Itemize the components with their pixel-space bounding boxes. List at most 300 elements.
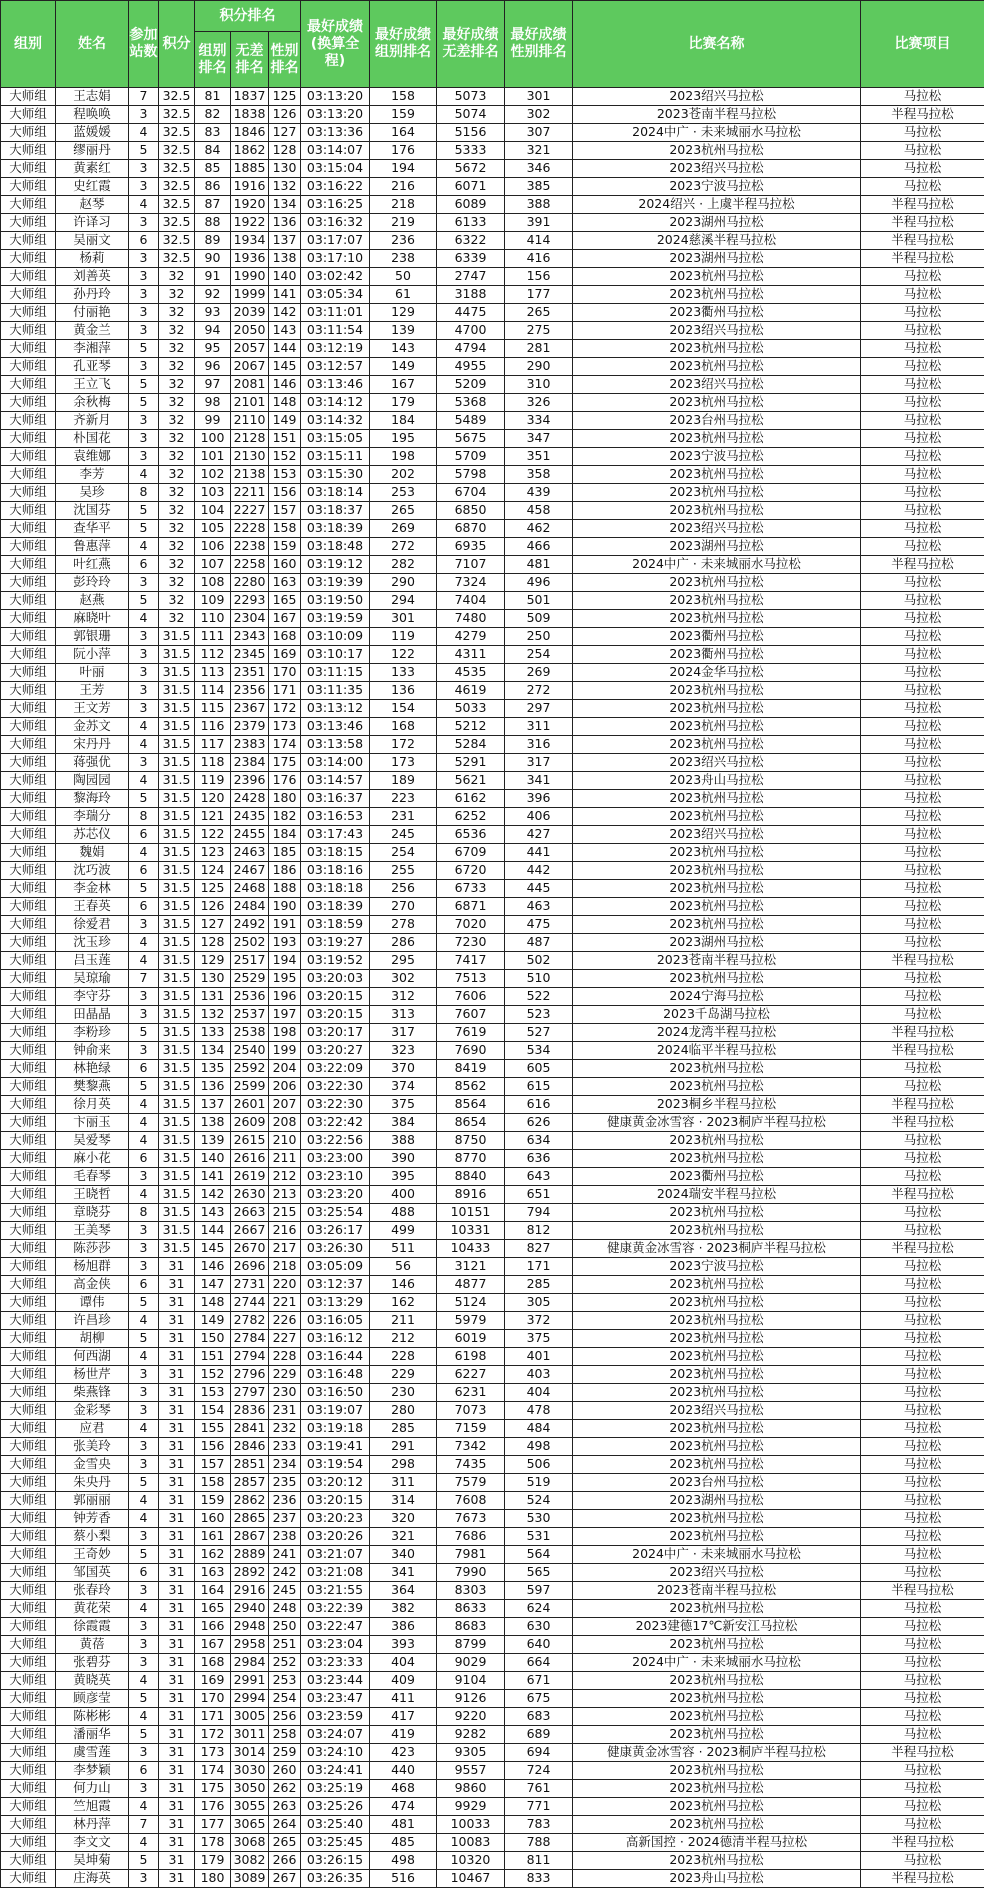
cell-race-item: 马拉松	[861, 268, 984, 286]
table-row	[1, 1204, 984, 1222]
cell-stations: 3	[129, 574, 159, 592]
cell-group: 大师组	[1, 1114, 56, 1132]
cell-best-group-rank: 159	[370, 106, 437, 124]
cell-points: 31.5	[159, 646, 195, 664]
cell-points: 31	[159, 1834, 195, 1852]
header-best-group-rank: 最好成绩组别排名	[370, 1, 437, 88]
cell-race-item: 半程马拉松	[861, 1834, 984, 1852]
cell-race-name: 高新国控 · 2024德清半程马拉松	[573, 1834, 861, 1852]
cell-race-item: 马拉松	[861, 502, 984, 520]
cell-group-rank: 100	[195, 430, 231, 448]
cell-group-rank: 179	[195, 1852, 231, 1870]
table-row	[1, 826, 984, 844]
cell-group: 大师组	[1, 1096, 56, 1114]
cell-best-overall-rank: 8770	[437, 1150, 505, 1168]
cell-stations: 5	[129, 376, 159, 394]
table-row	[1, 250, 984, 268]
table-row	[1, 790, 984, 808]
cell-points: 31	[159, 1258, 195, 1276]
cell-best-overall-rank: 8799	[437, 1636, 505, 1654]
cell-overall-rank: 2540	[231, 1042, 269, 1060]
cell-best-gender-rank: 630	[505, 1618, 573, 1636]
cell-race-item: 半程马拉松	[861, 214, 984, 232]
cell-gender-rank: 127	[269, 124, 301, 142]
cell-overall-rank: 2537	[231, 1006, 269, 1024]
cell-gender-rank: 180	[269, 790, 301, 808]
cell-name: 黄花荣	[56, 1600, 129, 1618]
cell-best-time: 03:11:01	[301, 304, 370, 322]
cell-best-group-rank: 419	[370, 1726, 437, 1744]
cell-group-rank: 145	[195, 1240, 231, 1258]
cell-name: 苏芯仪	[56, 826, 129, 844]
cell-best-group-rank: 499	[370, 1222, 437, 1240]
table-row	[1, 1186, 984, 1204]
cell-name: 黄晓英	[56, 1672, 129, 1690]
table-row	[1, 322, 984, 340]
cell-best-group-rank: 313	[370, 1006, 437, 1024]
table-row	[1, 1618, 984, 1636]
cell-group: 大师组	[1, 1762, 56, 1780]
cell-race-name: 2023湖州马拉松	[573, 250, 861, 268]
cell-best-gender-rank: 297	[505, 700, 573, 718]
cell-best-overall-rank: 10331	[437, 1222, 505, 1240]
cell-group-rank: 115	[195, 700, 231, 718]
cell-group-rank: 129	[195, 952, 231, 970]
cell-gender-rank: 193	[269, 934, 301, 952]
cell-race-name: 2023杭州马拉松	[573, 808, 861, 826]
cell-name: 李湘萍	[56, 340, 129, 358]
cell-group: 大师组	[1, 1276, 56, 1294]
cell-gender-rank: 229	[269, 1366, 301, 1384]
cell-best-time: 03:25:45	[301, 1834, 370, 1852]
table-row	[1, 1708, 984, 1726]
table-row	[1, 1348, 984, 1366]
cell-best-group-rank: 129	[370, 304, 437, 322]
cell-group: 大师组	[1, 682, 56, 700]
cell-overall-rank: 3089	[231, 1870, 269, 1888]
cell-race-name: 2023杭州马拉松	[573, 1798, 861, 1816]
cell-group: 大师组	[1, 1726, 56, 1744]
cell-best-group-rank: 382	[370, 1600, 437, 1618]
cell-group: 大师组	[1, 1582, 56, 1600]
cell-group-rank: 167	[195, 1636, 231, 1654]
cell-race-item: 半程马拉松	[861, 196, 984, 214]
table-row	[1, 574, 984, 592]
cell-race-name: 2023杭州马拉松	[573, 1672, 861, 1690]
cell-best-time: 03:13:46	[301, 376, 370, 394]
cell-overall-rank: 2784	[231, 1330, 269, 1348]
cell-race-name: 2023湖州马拉松	[573, 538, 861, 556]
cell-name: 吕玉莲	[56, 952, 129, 970]
cell-name: 顾彦莹	[56, 1690, 129, 1708]
cell-overall-rank: 2940	[231, 1600, 269, 1618]
cell-best-overall-rank: 7990	[437, 1564, 505, 1582]
cell-best-overall-rank: 7619	[437, 1024, 505, 1042]
cell-race-name: 2023杭州马拉松	[573, 736, 861, 754]
cell-best-gender-rank: 404	[505, 1384, 573, 1402]
cell-best-overall-rank: 9557	[437, 1762, 505, 1780]
cell-best-overall-rank: 6935	[437, 538, 505, 556]
cell-race-item: 半程马拉松	[861, 1744, 984, 1762]
cell-stations: 6	[129, 826, 159, 844]
cell-race-item: 马拉松	[861, 1564, 984, 1582]
cell-stations: 3	[129, 448, 159, 466]
cell-name: 徐爱君	[56, 916, 129, 934]
cell-group: 大师组	[1, 1024, 56, 1042]
cell-stations: 3	[129, 1006, 159, 1024]
cell-race-item: 马拉松	[861, 808, 984, 826]
cell-points: 31.5	[159, 1042, 195, 1060]
cell-stations: 3	[129, 430, 159, 448]
cell-points: 31.5	[159, 754, 195, 772]
cell-group: 大师组	[1, 664, 56, 682]
cell-best-time: 03:19:59	[301, 610, 370, 628]
cell-group-rank: 168	[195, 1654, 231, 1672]
cell-points: 32	[159, 448, 195, 466]
cell-race-name: 2023绍兴马拉松	[573, 376, 861, 394]
cell-best-group-rank: 202	[370, 466, 437, 484]
cell-group: 大师组	[1, 1438, 56, 1456]
cell-race-name: 2023杭州马拉松	[573, 1384, 861, 1402]
cell-best-time: 03:10:17	[301, 646, 370, 664]
cell-overall-rank: 2228	[231, 520, 269, 538]
cell-gender-rank: 206	[269, 1078, 301, 1096]
cell-gender-rank: 253	[269, 1672, 301, 1690]
cell-best-gender-rank: 664	[505, 1654, 573, 1672]
cell-best-gender-rank: 811	[505, 1852, 573, 1870]
cell-best-overall-rank: 7230	[437, 934, 505, 952]
cell-best-group-rank: 164	[370, 124, 437, 142]
cell-best-overall-rank: 6071	[437, 178, 505, 196]
cell-group: 大师组	[1, 160, 56, 178]
table-row	[1, 1006, 984, 1024]
cell-race-name: 2023湖州马拉松	[573, 1492, 861, 1510]
cell-best-group-rank: 219	[370, 214, 437, 232]
cell-name: 金彩琴	[56, 1402, 129, 1420]
cell-points: 31	[159, 1708, 195, 1726]
cell-gender-rank: 196	[269, 988, 301, 1006]
cell-points: 32	[159, 340, 195, 358]
cell-best-time: 03:16:50	[301, 1384, 370, 1402]
cell-best-overall-rank: 6019	[437, 1330, 505, 1348]
cell-gender-rank: 153	[269, 466, 301, 484]
cell-race-item: 半程马拉松	[861, 1024, 984, 1042]
cell-group: 大师组	[1, 1780, 56, 1798]
cell-group-rank: 159	[195, 1492, 231, 1510]
cell-race-name: 2023舟山马拉松	[573, 1870, 861, 1888]
cell-group: 大师组	[1, 538, 56, 556]
cell-best-time: 03:22:09	[301, 1060, 370, 1078]
cell-best-overall-rank: 5979	[437, 1312, 505, 1330]
cell-race-name: 2024中广 · 未来城丽水马拉松	[573, 124, 861, 142]
cell-overall-rank: 2948	[231, 1618, 269, 1636]
cell-group: 大师组	[1, 1402, 56, 1420]
cell-best-overall-rank: 7686	[437, 1528, 505, 1546]
cell-group-rank: 138	[195, 1114, 231, 1132]
cell-race-item: 马拉松	[861, 1528, 984, 1546]
cell-stations: 4	[129, 1312, 159, 1330]
cell-gender-rank: 265	[269, 1834, 301, 1852]
cell-points: 32	[159, 268, 195, 286]
cell-best-gender-rank: 634	[505, 1132, 573, 1150]
cell-points: 31.5	[159, 1114, 195, 1132]
cell-group-rank: 136	[195, 1078, 231, 1096]
cell-name: 毛春琴	[56, 1168, 129, 1186]
cell-race-name: 2023杭州马拉松	[573, 1060, 861, 1078]
cell-group-rank: 89	[195, 232, 231, 250]
cell-race-name: 2023绍兴马拉松	[573, 520, 861, 538]
cell-points: 31	[159, 1384, 195, 1402]
cell-stations: 3	[129, 1618, 159, 1636]
cell-name: 王春英	[56, 898, 129, 916]
cell-points: 32	[159, 430, 195, 448]
cell-gender-rank: 167	[269, 610, 301, 628]
cell-group-rank: 112	[195, 646, 231, 664]
cell-group: 大师组	[1, 1330, 56, 1348]
cell-best-group-rank: 149	[370, 358, 437, 376]
cell-stations: 3	[129, 1780, 159, 1798]
cell-best-group-rank: 119	[370, 628, 437, 646]
cell-stations: 3	[129, 286, 159, 304]
cell-name: 杨世芹	[56, 1366, 129, 1384]
cell-group-rank: 94	[195, 322, 231, 340]
cell-best-overall-rank: 4877	[437, 1276, 505, 1294]
cell-overall-rank: 1846	[231, 124, 269, 142]
cell-overall-rank: 3011	[231, 1726, 269, 1744]
cell-race-item: 马拉松	[861, 160, 984, 178]
cell-best-gender-rank: 502	[505, 952, 573, 970]
cell-overall-rank: 2227	[231, 502, 269, 520]
cell-best-group-rank: 311	[370, 1474, 437, 1492]
cell-gender-rank: 251	[269, 1636, 301, 1654]
cell-race-name: 2023杭州马拉松	[573, 1366, 861, 1384]
cell-best-time: 03:22:39	[301, 1600, 370, 1618]
cell-gender-rank: 204	[269, 1060, 301, 1078]
cell-best-time: 03:18:16	[301, 862, 370, 880]
cell-gender-rank: 259	[269, 1744, 301, 1762]
cell-race-item: 马拉松	[861, 520, 984, 538]
cell-group-rank: 170	[195, 1690, 231, 1708]
cell-group: 大师组	[1, 502, 56, 520]
cell-gender-rank: 143	[269, 322, 301, 340]
cell-name: 邹国英	[56, 1564, 129, 1582]
cell-best-time: 03:16:25	[301, 196, 370, 214]
cell-gender-rank: 173	[269, 718, 301, 736]
cell-stations: 7	[129, 970, 159, 988]
table-row	[1, 1150, 984, 1168]
cell-race-item: 马拉松	[861, 1492, 984, 1510]
cell-group: 大师组	[1, 358, 56, 376]
cell-best-time: 03:11:54	[301, 322, 370, 340]
cell-overall-rank: 2889	[231, 1546, 269, 1564]
cell-best-time: 03:19:18	[301, 1420, 370, 1438]
cell-best-overall-rank: 7435	[437, 1456, 505, 1474]
cell-best-gender-rank: 683	[505, 1708, 573, 1726]
cell-name: 陈彬彬	[56, 1708, 129, 1726]
cell-group-rank: 125	[195, 880, 231, 898]
table-row	[1, 358, 984, 376]
cell-gender-rank: 126	[269, 106, 301, 124]
cell-points: 31.5	[159, 1168, 195, 1186]
table-row	[1, 970, 984, 988]
cell-name: 朱央丹	[56, 1474, 129, 1492]
cell-stations: 5	[129, 1726, 159, 1744]
cell-name: 张春玲	[56, 1582, 129, 1600]
cell-gender-rank: 136	[269, 214, 301, 232]
cell-best-time: 03:18:37	[301, 502, 370, 520]
cell-race-item: 马拉松	[861, 430, 984, 448]
cell-group-rank: 116	[195, 718, 231, 736]
header-race-name: 比赛名称	[573, 1, 861, 88]
cell-best-gender-rank: 458	[505, 502, 573, 520]
cell-overall-rank: 1922	[231, 214, 269, 232]
cell-best-time: 03:16:05	[301, 1312, 370, 1330]
cell-stations: 3	[129, 916, 159, 934]
cell-race-name: 2023台州马拉松	[573, 1474, 861, 1492]
cell-group-rank: 117	[195, 736, 231, 754]
cell-points: 32	[159, 484, 195, 502]
cell-group: 大师组	[1, 880, 56, 898]
table-row	[1, 592, 984, 610]
cell-stations: 4	[129, 124, 159, 142]
cell-best-group-rank: 194	[370, 160, 437, 178]
cell-gender-rank: 220	[269, 1276, 301, 1294]
cell-stations: 5	[129, 1546, 159, 1564]
cell-best-group-rank: 317	[370, 1024, 437, 1042]
cell-best-gender-rank: 694	[505, 1744, 573, 1762]
cell-group-rank: 128	[195, 934, 231, 952]
cell-gender-rank: 252	[269, 1654, 301, 1672]
cell-points: 31	[159, 1402, 195, 1420]
cell-overall-rank: 2517	[231, 952, 269, 970]
cell-race-name: 2023杭州马拉松	[573, 1528, 861, 1546]
table-body	[1, 88, 984, 1888]
cell-name: 付丽艳	[56, 304, 129, 322]
cell-best-time: 03:18:39	[301, 898, 370, 916]
cell-best-gender-rank: 351	[505, 448, 573, 466]
cell-race-item: 马拉松	[861, 1348, 984, 1366]
cell-stations: 6	[129, 1564, 159, 1582]
cell-overall-rank: 3055	[231, 1798, 269, 1816]
table-row	[1, 880, 984, 898]
cell-stations: 6	[129, 1762, 159, 1780]
cell-best-group-rank: 468	[370, 1780, 437, 1798]
table-row	[1, 106, 984, 124]
cell-group: 大师组	[1, 556, 56, 574]
table-row	[1, 1240, 984, 1258]
table-row	[1, 160, 984, 178]
cell-race-name: 2023杭州马拉松	[573, 1078, 861, 1096]
cell-group-rank: 180	[195, 1870, 231, 1888]
cell-race-name: 2023宁波马拉松	[573, 1258, 861, 1276]
cell-overall-rank: 2293	[231, 592, 269, 610]
cell-stations: 5	[129, 880, 159, 898]
cell-points: 31	[159, 1564, 195, 1582]
cell-group: 大师组	[1, 808, 56, 826]
cell-best-overall-rank: 7607	[437, 1006, 505, 1024]
cell-best-time: 03:22:30	[301, 1096, 370, 1114]
cell-race-name: 2023杭州马拉松	[573, 844, 861, 862]
cell-gender-rank: 160	[269, 556, 301, 574]
table-row	[1, 1402, 984, 1420]
cell-best-overall-rank: 7404	[437, 592, 505, 610]
cell-group: 大师组	[1, 250, 56, 268]
cell-best-time: 03:13:58	[301, 736, 370, 754]
cell-gender-rank: 194	[269, 952, 301, 970]
cell-name: 麻小花	[56, 1150, 129, 1168]
cell-name: 章晓芬	[56, 1204, 129, 1222]
cell-stations: 4	[129, 1834, 159, 1852]
cell-gender-rank: 215	[269, 1204, 301, 1222]
cell-race-item: 马拉松	[861, 1330, 984, 1348]
cell-stations: 4	[129, 466, 159, 484]
cell-race-item: 马拉松	[861, 1618, 984, 1636]
cell-points: 32	[159, 520, 195, 538]
table-row	[1, 844, 984, 862]
cell-best-gender-rank: 439	[505, 484, 573, 502]
cell-best-time: 03:23:10	[301, 1168, 370, 1186]
cell-best-group-rank: 298	[370, 1456, 437, 1474]
cell-overall-rank: 2836	[231, 1402, 269, 1420]
cell-best-overall-rank: 6850	[437, 502, 505, 520]
header-group: 组别	[1, 1, 56, 88]
cell-stations: 4	[129, 1096, 159, 1114]
cell-name: 高金侠	[56, 1276, 129, 1294]
cell-points: 31.5	[159, 1150, 195, 1168]
cell-name: 程唤唤	[56, 106, 129, 124]
table-row	[1, 538, 984, 556]
cell-race-item: 马拉松	[861, 412, 984, 430]
cell-group: 大师组	[1, 1474, 56, 1492]
cell-group-rank: 96	[195, 358, 231, 376]
cell-best-overall-rank: 9305	[437, 1744, 505, 1762]
cell-gender-rank: 260	[269, 1762, 301, 1780]
cell-gender-rank: 175	[269, 754, 301, 772]
cell-race-name: 2023绍兴马拉松	[573, 1564, 861, 1582]
cell-best-overall-rank: 7981	[437, 1546, 505, 1564]
cell-points: 31	[159, 1582, 195, 1600]
table-row	[1, 1384, 984, 1402]
cell-overall-rank: 3014	[231, 1744, 269, 1762]
cell-best-time: 03:17:43	[301, 826, 370, 844]
cell-overall-rank: 2796	[231, 1366, 269, 1384]
cell-best-group-rank: 364	[370, 1582, 437, 1600]
cell-group-rank: 176	[195, 1798, 231, 1816]
cell-best-group-rank: 312	[370, 988, 437, 1006]
cell-race-name: 2023绍兴马拉松	[573, 160, 861, 178]
cell-points: 31	[159, 1600, 195, 1618]
cell-group-rank: 81	[195, 88, 231, 106]
cell-group: 大师组	[1, 1636, 56, 1654]
cell-race-item: 马拉松	[861, 1402, 984, 1420]
cell-stations: 8	[129, 808, 159, 826]
cell-name: 林丹萍	[56, 1816, 129, 1834]
cell-group: 大师组	[1, 178, 56, 196]
cell-best-time: 03:20:03	[301, 970, 370, 988]
cell-gender-rank: 250	[269, 1618, 301, 1636]
cell-race-name: 2023绍兴马拉松	[573, 826, 861, 844]
cell-best-time: 03:16:22	[301, 178, 370, 196]
cell-best-time: 03:14:12	[301, 394, 370, 412]
cell-group: 大师组	[1, 1294, 56, 1312]
cell-overall-rank: 2057	[231, 340, 269, 358]
cell-best-overall-rank: 7073	[437, 1402, 505, 1420]
cell-race-name: 2023绍兴马拉松	[573, 88, 861, 106]
cell-overall-rank: 1990	[231, 268, 269, 286]
cell-best-time: 03:18:48	[301, 538, 370, 556]
cell-stations: 5	[129, 1330, 159, 1348]
cell-race-item: 马拉松	[861, 1006, 984, 1024]
